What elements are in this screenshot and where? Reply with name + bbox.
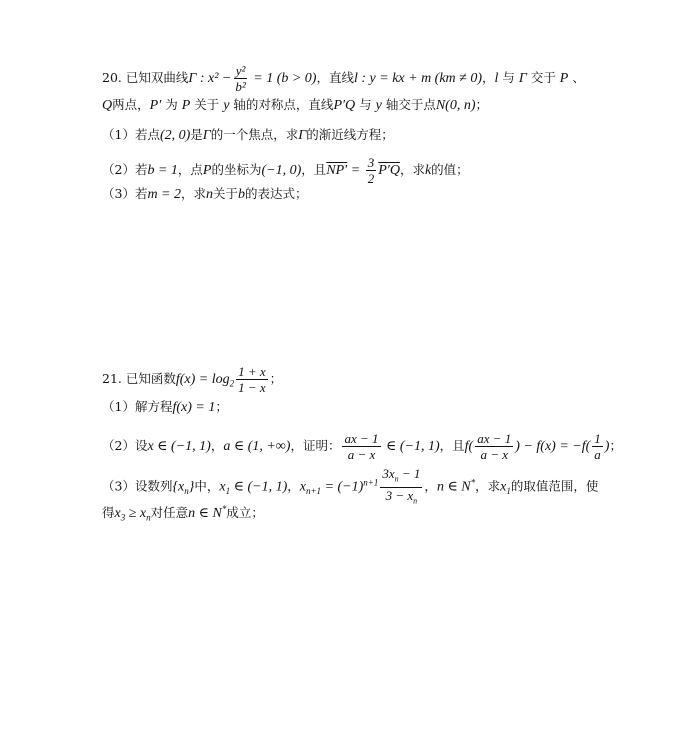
p21-statement: 21. 已知函数$f(x) = \log_2$ $\frac{1 + x}{1 - x}$ ； xyxy=(102,364,283,395)
p21-question-3-line-1: （3）设数列$\{x_n\}$中，$x_1$ ∈ (−1, 1)，$x_{n+1} = (-1)^{n+1}$ $\frac{3x_n - 1}{3 - x_n}$ ，n ∈ N*，求$x_1$的取值范围，使 xyxy=(102,466,637,508)
p20-question-2: （2）若b = 1，点P的坐标为(−1, 0)，且NP′ = $\frac{3}{2}$ P′Q，求k的值； xyxy=(102,155,469,186)
fraction-ax-1-over-a-x-2: $\frac{ax - 1}{a - x}$ xyxy=(477,431,512,462)
vector-pq: P′Q xyxy=(378,163,400,178)
fraction-3-over-2: $\frac{3}{2}$ xyxy=(367,155,375,186)
line-equation: l : y = kx + m (km ≠ 0) xyxy=(353,71,483,86)
p20-question-3: （3）若m = 2，求n关于b的表达式； xyxy=(102,186,308,202)
fraction-ax-1-over-a-x: $\frac{ax - 1}{a - x}$ xyxy=(344,431,379,462)
fraction-1px-over-1mx: $\frac{1 + x}{1 - x}$ xyxy=(238,364,266,395)
fraction-recurrence: $\frac{3x_n - 1}{3 - x_n}$ xyxy=(382,466,421,506)
hyperbola-equation: Γ : x² − xyxy=(188,71,232,86)
p20-statement-line-2: Q两点，P′ 为 P 关于 y 轴的对称点，直线P′Q 与 y 轴交于点N(0, n)； xyxy=(102,97,489,113)
p20-statement-line-1: 20. 已知双曲线Γ : x² − $\frac{\text{y²}}{\text{b²}}$ = 1 (b > 0)，直线l : y = kx + m (km ≠ 0)，l 与 Γ 交于 P 、 xyxy=(102,63,585,94)
p20-question-1: （1）若点(2, 0)是Γ的一个焦点，求Γ的渐近线方程； xyxy=(102,127,394,143)
log-function: f(x) = log xyxy=(175,372,230,387)
vector-np: NP′ xyxy=(326,163,348,178)
fraction-1-over-a: $\frac{1}{a}$ xyxy=(594,431,601,462)
fraction-y2-over-b2: $\frac{\text{y²}}{\text{b²}}$ xyxy=(235,63,246,94)
p21-question-1: （1）解方程f(x) = 1； xyxy=(102,399,228,415)
p20-text: 20. 已知双曲线 xyxy=(102,70,189,85)
p21-question-3-line-2: 得$x_3 \ge x_n$对任意n ∈ N*成立； xyxy=(102,504,264,523)
p21-question-2: （2）设x ∈ (−1, 1)，a ∈ (1, +∞)，证明： $\frac{ax - 1}{a - x}$ ∈ (−1, 1)，且f( $\frac{ax - 1}{a - x}$ ) − f(x) = −f( $\frac{1}{a}$ )； xyxy=(102,431,622,462)
